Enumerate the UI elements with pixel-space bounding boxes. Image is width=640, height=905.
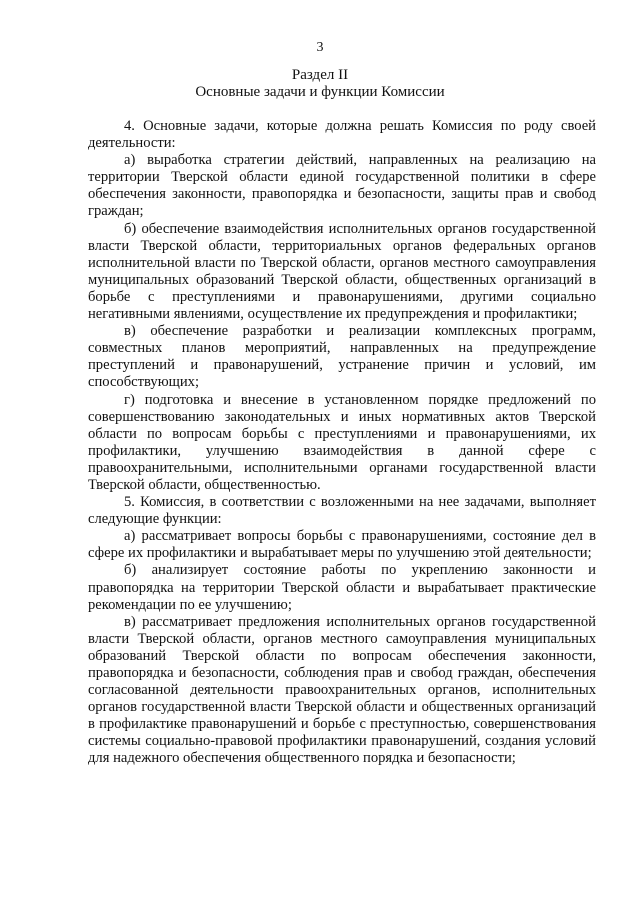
paragraph-function-v: в) рассматривает предложения исполнительных органов государственной власти Тверской области, органов местного самоуправления муниципальных образований Тверской области по вопросам обеспечения законности, правопорядка и безопасности, соблюдения прав и свобод граждан, обеспечения согласованной деятельности правоохранительных органов, исполнительных органов государственной власти Тверской области и общественных организаций в профилактике правонарушений и борьбе с преступностью, совершенствования системы социально-правовой профилактики правонарушений, создания условий для надежного обеспечения общественного порядка и безопасности; xyxy=(88,613,596,767)
paragraph-task-b: б) обеспечение взаимодействия исполнительных органов государственной власти Тверской области, территориальных органов федеральных органов исполнительной власти по Тверской области, органов местного самоуправления муниципальных образований Тверской области, общественных организаций в борьбе с преступлениями и правонарушениями, другими социально негативными явлениями, осуществление их предупреждения и профилактики; xyxy=(88,220,596,323)
document-body xyxy=(88,118,596,768)
section-header xyxy=(0,67,640,101)
section-title: Раздел II xyxy=(291,67,349,83)
paragraph-function-a: а) рассматривает вопросы борьбы с правонарушениями, состояние дел в сфере их профилактики и вырабатывает меры по улучшению этой деятельности; xyxy=(88,528,596,562)
page-number: 3 xyxy=(316,40,324,55)
paragraph-task-a: а) выработка стратегии действий, направленных на реализацию на территории Тверской области единой государственной политики в сфере обеспечения законности, правопорядка и безопасности, защиты прав и свобод граждан; xyxy=(88,152,596,220)
paragraph-tasks-intro: 4. Основные задачи, которые должна решать Комиссия по роду своей деятельности: xyxy=(88,118,596,152)
paragraph-task-g: г) подготовка и внесение в установленном порядке предложений по совершенствованию законодательных и иных нормативных актов Тверской области по вопросам борьбы с преступлениями и правонарушениями, их профилактики, улучшению взаимодействия в данной сфере с правоохранительными, исполнительными органами государственной власти Тверской области, общественностью. xyxy=(88,391,596,493)
paragraph-functions-intro: 5. Комиссия, в соответствии с возложенными на нее задачами, выполняет следующие функции: xyxy=(88,494,596,528)
paragraph-task-v: в) обеспечение разработки и реализации комплексных программ, совместных планов мероприятий, направленных на предупреждение преступлений и правонарушений, устранение причин и условий, им способствующих; xyxy=(88,323,596,391)
section-subtitle: Основные задачи и функции Комиссии xyxy=(195,84,445,100)
paragraph-function-b: б) анализирует состояние работы по укреплению законности и правопорядка на территории Тверской области и вырабатывает практические рекомендации по ее улучшению; xyxy=(88,562,596,613)
